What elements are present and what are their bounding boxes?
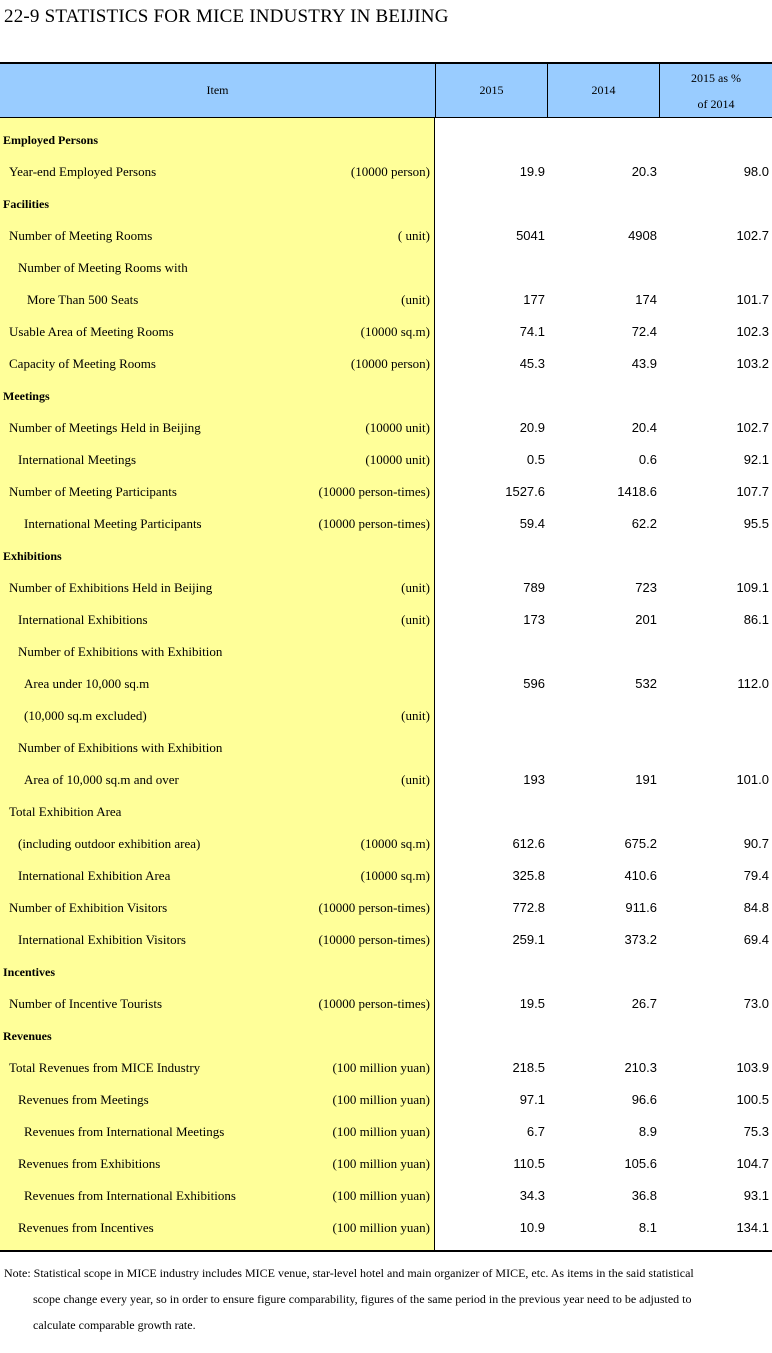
table-header — [0, 62, 772, 118]
section-row — [0, 956, 772, 988]
row-unit: (10000 person-times) — [318, 516, 430, 531]
row-unit: ( unit) — [397, 228, 430, 243]
row-label: Revenues from International Exhibitions — [24, 1188, 236, 1203]
value-pct: 93.1 — [743, 1188, 769, 1203]
section-row — [0, 124, 772, 156]
row-unit: (10000 person) — [350, 164, 430, 179]
value-2015: 789 — [523, 580, 545, 595]
row-label: Number of Exhibition Visitors — [9, 900, 168, 915]
table-row — [0, 316, 772, 348]
header-pct — [659, 64, 772, 117]
row-unit: (10000 person) — [350, 356, 430, 371]
value-pct: 86.1 — [743, 612, 769, 627]
value-pct: 102.3 — [736, 324, 769, 339]
value-2014: 373.2 — [624, 932, 657, 947]
value-2014: 105.6 — [624, 1156, 657, 1171]
row-unit: (10000 sq.m) — [360, 324, 430, 339]
value-2015: 193 — [523, 772, 545, 787]
value-pct: 112.0 — [737, 676, 769, 691]
row-label: Capacity of Meeting Rooms — [9, 356, 156, 371]
table-row — [0, 1116, 772, 1148]
row-label: Year-end Employed Persons — [9, 164, 157, 179]
section-row — [0, 1020, 772, 1052]
footnote-line-1: Note: Statistical scope in MICE industry includes MICE venue, star-level hotel and main organizer of MICE, etc. As items in the said statistical — [4, 1266, 694, 1280]
row-label: Revenues from Exhibitions — [18, 1156, 161, 1171]
value-pct: 102.7 — [736, 420, 769, 435]
value-pct: 109.1 — [736, 580, 769, 595]
table-row — [0, 796, 772, 828]
row-label: Number of Meeting Rooms — [9, 228, 153, 243]
value-2015: 612.6 — [512, 836, 545, 851]
row-label: Revenues from Meetings — [18, 1092, 149, 1107]
table-row — [0, 668, 772, 700]
footnote — [4, 1260, 770, 1338]
row-label: Revenues from Incentives — [18, 1220, 154, 1235]
section-heading: Employed Persons — [3, 133, 99, 147]
table-row — [0, 988, 772, 1020]
table-row — [0, 860, 772, 892]
section-heading: Exhibitions — [3, 549, 62, 563]
value-pct: 103.2 — [736, 356, 769, 371]
value-2015: 20.9 — [519, 420, 545, 435]
row-unit: (100 million yuan) — [332, 1188, 430, 1203]
row-label: Total Revenues from MICE Industry — [9, 1060, 201, 1075]
section-row — [0, 540, 772, 572]
row-unit: (10000 sq.m) — [360, 836, 430, 851]
table-row — [0, 700, 772, 732]
value-2015: 218.5 — [512, 1060, 545, 1075]
footnote-line-2: scope change every year, so in order to ensure figure comparability, figures of the same period in the previous year need to be adjusted to — [33, 1292, 692, 1306]
value-pct: 101.0 — [736, 772, 769, 787]
value-2014: 62.2 — [631, 516, 657, 531]
value-2014: 96.6 — [631, 1092, 657, 1107]
section-row — [0, 380, 772, 412]
value-2015: 10.9 — [519, 1220, 545, 1235]
value-2014: 675.2 — [624, 836, 657, 851]
value-2014: 72.4 — [631, 324, 657, 339]
value-2015: 1527.6 — [505, 484, 545, 499]
table-row — [0, 1212, 772, 1244]
row-unit: (10000 unit) — [365, 452, 430, 467]
row-label: International Meetings — [18, 452, 137, 467]
row-label: Area under 10,000 sq.m — [24, 676, 150, 691]
row-unit: (100 million yuan) — [332, 1220, 430, 1235]
row-label: Total Exhibition Area — [9, 804, 122, 819]
value-2014: 174 — [635, 292, 657, 307]
row-unit: (100 million yuan) — [332, 1060, 430, 1075]
row-unit: (10000 person-times) — [318, 900, 430, 915]
value-pct: 84.8 — [743, 900, 769, 915]
value-2015: 6.7 — [526, 1124, 545, 1139]
value-2015: 19.9 — [519, 164, 545, 179]
table-row — [0, 892, 772, 924]
value-pct: 73.0 — [743, 996, 769, 1011]
value-pct: 101.7 — [736, 292, 769, 307]
value-pct: 107.7 — [736, 484, 769, 499]
row-unit: (unit) — [401, 708, 430, 723]
page-title: 22-9 STATISTICS FOR MICE INDUSTRY IN BEIJING — [4, 6, 449, 27]
value-2015: 74.1 — [519, 324, 545, 339]
row-label: Number of Exhibitions with Exhibition — [18, 644, 223, 659]
value-pct: 69.4 — [743, 932, 769, 947]
header-2014: 2014 — [547, 64, 659, 117]
row-label: Usable Area of Meeting Rooms — [9, 324, 174, 339]
value-2015: 45.3 — [519, 356, 545, 371]
value-2014: 410.6 — [624, 868, 657, 883]
value-2014: 911.6 — [625, 900, 657, 915]
row-unit: (10000 person-times) — [318, 484, 430, 499]
value-pct: 90.7 — [743, 836, 769, 851]
row-label: Number of Incentive Tourists — [9, 996, 163, 1011]
table-row — [0, 508, 772, 540]
value-2014: 26.7 — [631, 996, 657, 1011]
value-2014: 1418.6 — [617, 484, 657, 499]
value-pct: 102.7 — [736, 228, 769, 243]
table-row — [0, 764, 772, 796]
row-unit: (100 million yuan) — [332, 1156, 430, 1171]
row-label: International Exhibition Visitors — [18, 932, 186, 947]
header-pct-line1: 2015 as % — [691, 70, 741, 85]
table-bottom-rule — [0, 1250, 772, 1252]
row-unit: (unit) — [401, 612, 430, 627]
row-label: Revenues from International Meetings — [24, 1124, 225, 1139]
row-label: Number of Exhibitions with Exhibition — [18, 740, 223, 755]
value-2015: 0.5 — [526, 452, 545, 467]
value-2014: 36.8 — [631, 1188, 657, 1203]
value-2014: 20.4 — [631, 420, 657, 435]
value-2015: 110.5 — [513, 1156, 545, 1171]
footnote-line-3: calculate comparable growth rate. — [33, 1318, 196, 1332]
value-pct: 103.9 — [736, 1060, 769, 1075]
table-row — [0, 412, 772, 444]
row-label: International Exhibition Area — [18, 868, 171, 883]
table-row — [0, 1084, 772, 1116]
row-unit: (100 million yuan) — [332, 1092, 430, 1107]
value-2015: 177 — [523, 292, 545, 307]
value-pct: 75.3 — [743, 1124, 769, 1139]
section-heading: Facilities — [3, 197, 49, 211]
row-unit: (10000 unit) — [365, 420, 430, 435]
row-unit: (unit) — [401, 772, 430, 787]
table-row — [0, 444, 772, 476]
row-label: International Meeting Participants — [24, 516, 202, 531]
row-label: More Than 500 Seats — [27, 292, 139, 307]
table-row — [0, 348, 772, 380]
row-label: (including outdoor exhibition area) — [18, 836, 201, 851]
value-2015: 596 — [523, 676, 545, 691]
header-2015: 2015 — [435, 64, 547, 117]
value-2015: 173 — [523, 612, 545, 627]
row-label: International Exhibitions — [18, 612, 148, 627]
value-2015: 325.8 — [512, 868, 545, 883]
table-row — [0, 572, 772, 604]
row-unit: (100 million yuan) — [332, 1124, 430, 1139]
value-2014: 201 — [635, 612, 657, 627]
table-row — [0, 252, 772, 284]
table-row — [0, 1180, 772, 1212]
value-2014: 8.9 — [638, 1124, 657, 1139]
table-row — [0, 284, 772, 316]
table-row — [0, 476, 772, 508]
section-heading: Revenues — [3, 1029, 52, 1043]
value-2014: 723 — [635, 580, 657, 595]
value-pct: 92.1 — [743, 452, 769, 467]
value-2014: 0.6 — [638, 452, 657, 467]
row-unit: (10000 person-times) — [318, 996, 430, 1011]
value-2015: 5041 — [516, 228, 545, 243]
table-row — [0, 828, 772, 860]
value-2015: 34.3 — [519, 1188, 545, 1203]
row-unit: (10000 sq.m) — [360, 868, 430, 883]
row-label: (10,000 sq.m excluded) — [24, 708, 147, 723]
value-2015: 59.4 — [519, 516, 545, 531]
row-unit: (unit) — [401, 580, 430, 595]
row-unit: (10000 person-times) — [318, 932, 430, 947]
section-heading: Meetings — [3, 389, 50, 403]
table-row — [0, 924, 772, 956]
table-row — [0, 156, 772, 188]
row-label: Area of 10,000 sq.m and over — [24, 772, 179, 787]
row-label: Number of Meeting Rooms with — [18, 260, 188, 275]
row-label: Number of Meetings Held in Beijing — [9, 420, 201, 435]
value-pct: 100.5 — [736, 1092, 769, 1107]
value-pct: 95.5 — [743, 516, 769, 531]
table-row — [0, 732, 772, 764]
value-2015: 772.8 — [512, 900, 545, 915]
value-pct: 98.0 — [743, 164, 769, 179]
value-2015: 19.5 — [519, 996, 545, 1011]
header-pct-line2: of 2014 — [697, 96, 735, 111]
table-row — [0, 1148, 772, 1180]
value-pct: 134.1 — [736, 1220, 769, 1235]
value-2014: 532 — [635, 676, 657, 691]
value-2014: 8.1 — [638, 1220, 657, 1235]
table-row — [0, 220, 772, 252]
table-row — [0, 604, 772, 636]
value-pct: 104.7 — [736, 1156, 769, 1171]
table-body — [0, 124, 772, 1244]
header-item: Item — [206, 83, 229, 97]
value-2015: 259.1 — [512, 932, 545, 947]
section-row — [0, 188, 772, 220]
section-heading: Incentives — [3, 965, 55, 979]
value-2015: 97.1 — [519, 1092, 545, 1107]
row-label: Number of Exhibitions Held in Beijing — [9, 580, 213, 595]
value-2014: 20.3 — [631, 164, 657, 179]
row-unit: (unit) — [401, 292, 430, 307]
table-row — [0, 1052, 772, 1084]
value-2014: 4908 — [628, 228, 657, 243]
value-2014: 191 — [635, 772, 657, 787]
table-row — [0, 636, 772, 668]
row-label: Number of Meeting Participants — [9, 484, 177, 499]
value-pct: 79.4 — [743, 868, 769, 883]
value-2014: 210.3 — [624, 1060, 657, 1075]
value-2014: 43.9 — [631, 356, 657, 371]
